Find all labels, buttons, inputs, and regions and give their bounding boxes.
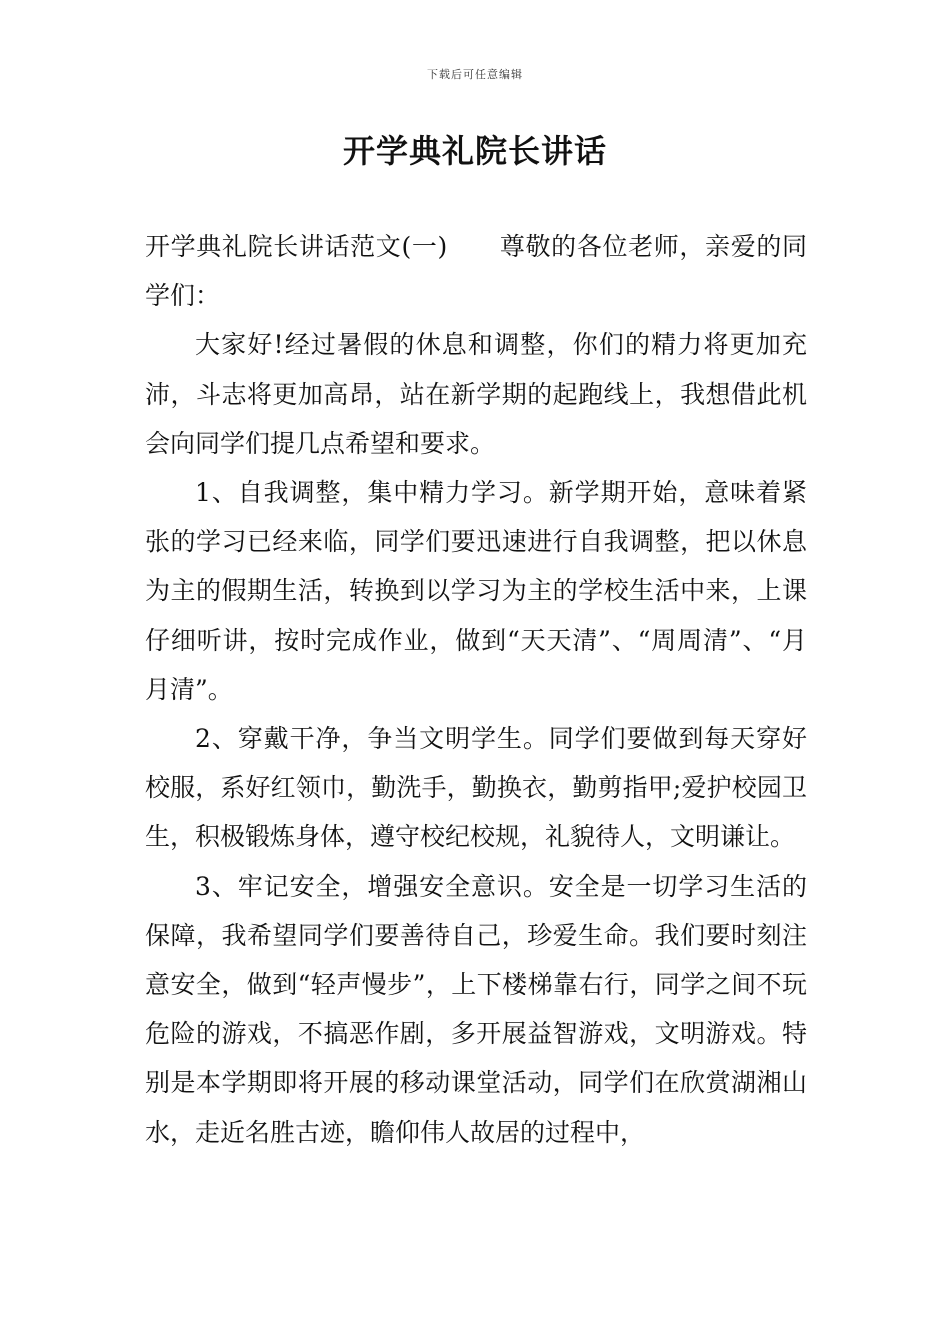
document-title: 开学典礼院长讲话 [342,132,607,170]
document-body [145,222,807,1157]
header-note: 下载后可任意编辑 [427,68,523,81]
intro-heading: 开学典礼院长讲话范文(一) [145,232,448,261]
body-paragraph: 3、牢记安全，增强安全意识。安全是一切学习生活的保障，我希望同学们要善待自己，珍爱生命。我们要时刻注意安全，做到“轻声慢步”，上下楼梯靠右行，同学之间不玩危险的游戏，不搞恶作剧，多开展益智游戏，文明游戏。特别是本学期即将开展的移动课堂活动，同学们在欣赏湖湘山水，走近名胜古迹，瞻仰伟人故居的过程中， [145,871,807,1147]
body-paragraph: 大家好!经过暑假的休息和调整，你们的精力将更加充沛，斗志将更加高昂，站在新学期的起跑线上，我想借此机会向同学们提几点希望和要求。 [145,330,807,458]
intro-paragraph [145,222,807,320]
body-paragraph: 2、穿戴干净，争当文明学生。同学们要做到每天穿好校服，系好红领巾，勤洗手，勤换衣，勤剪指甲;爱护校园卫生，积极锻炼身体，遵守校纪校规，礼貌待人，文明谦让。 [145,724,807,852]
body-paragraph: 1、自我调整，集中精力学习。新学期开始，意味着紧张的学习已经来临，同学们要迅速进行自我调整，把以休息为主的假期生活，转换到以学习为主的学校生活中来，上课仔细听讲，按时完成作业，做到“天天清”、“周周清”、“月月清”。 [145,478,807,704]
intro-salutation: 尊敬的各位老师，亲爱的同学们： [145,232,807,311]
